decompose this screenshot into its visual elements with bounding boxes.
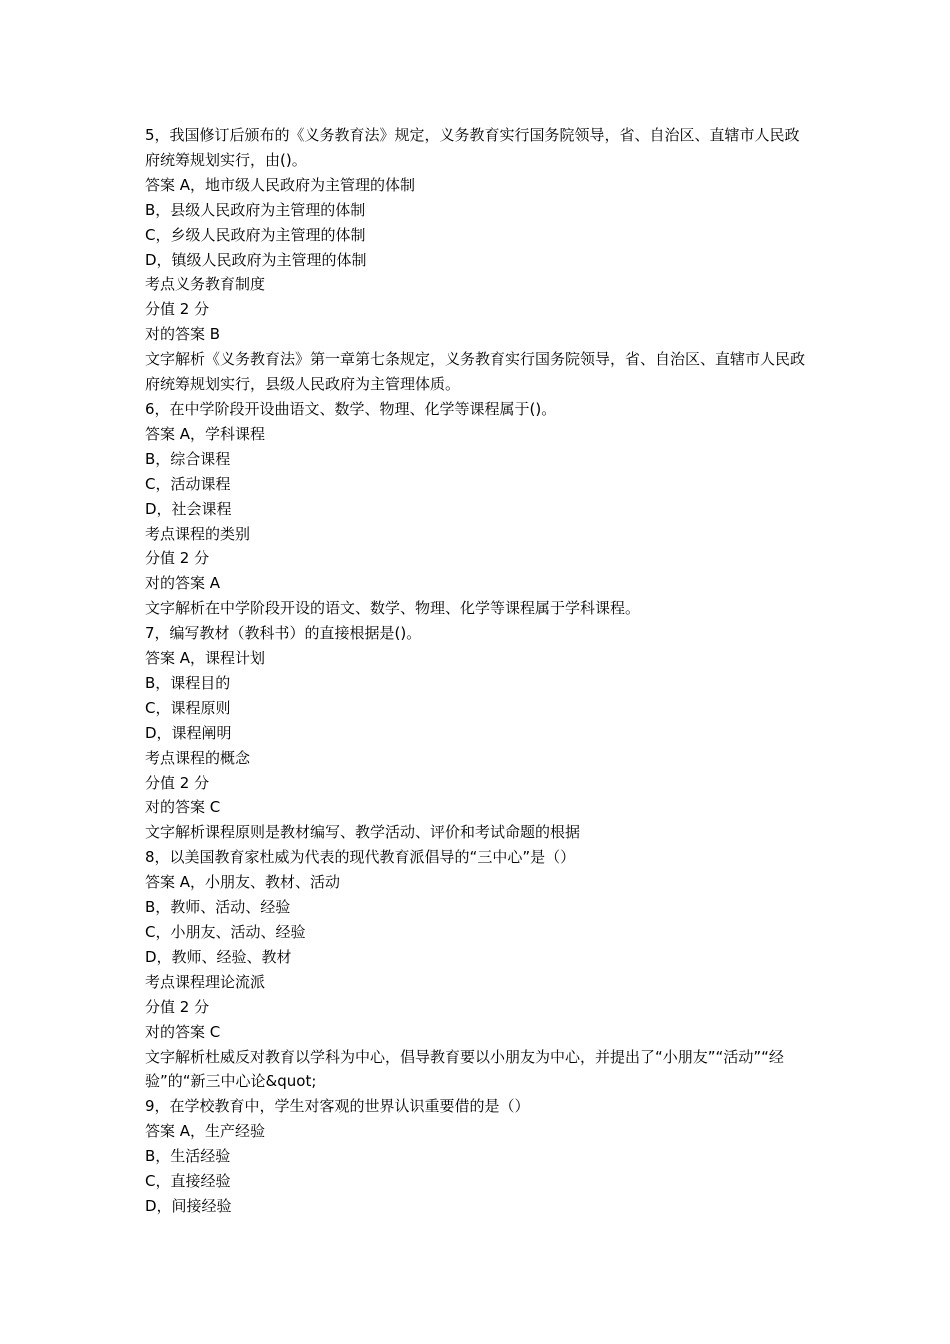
question-7 [145,621,810,845]
answer-line: 对的答案 B [145,325,221,344]
option-c: C，乡级人民政府为主管理的体制 [145,225,366,244]
score-line: 分值 2 分 [145,997,210,1016]
option-b: B，县级人民政府为主管理的体制 [145,200,366,219]
question-9 [145,1094,810,1219]
option-c: C，课程原则 [145,698,231,717]
option-c: C，活动课程 [145,474,231,493]
analysis-paragraph: 文字解析课程原则是教材编写、教学活动、评价和考试命题的根据 [145,823,581,842]
question-stem: 9，在学校教育中，学生对客观的世界认识重要借的是（） [145,1097,530,1116]
analysis-paragraph: 文字解析在中学阶段开设的语文、数学、物理、化学等课程属于学科课程。 [145,599,641,618]
option-b: B，生活经验 [145,1147,231,1166]
option-d: D，间接经验 [145,1196,232,1215]
analysis-paragraph: 文字解析《义务教育法》第一章第七条规定，义务教育实行国务院领导，省、自治区、直辖市人民政府统筹规划实行，县级人民政府为主管理体质。 [145,350,806,394]
option-a: 答案 A，小朋友、教材、活动 [145,873,341,892]
topic-line: 考点课程理论流派 [145,972,266,991]
document-page [145,123,810,1219]
answer-line: 对的答案 C [145,798,221,817]
option-c: C，直接经验 [145,1172,231,1191]
question-6 [145,397,810,621]
question-5 [145,123,810,397]
option-d: D，课程阐明 [145,723,232,742]
question-stem: 8，以美国教育家杜威为代表的现代教育派倡导的“三中心”是（） [145,848,576,867]
option-a: 答案 A，生产经验 [145,1122,266,1141]
option-a: 答案 A，地市级人民政府为主管理的体制 [145,175,416,194]
score-line: 分值 2 分 [145,300,210,319]
question-8 [145,845,810,1094]
question-stem: 6，在中学阶段开设曲语文、数学、物理、化学等课程属于()。 [145,399,557,418]
option-c: C，小朋友、活动、经验 [145,923,306,941]
option-b: B，综合课程 [145,449,231,468]
option-d: D，镇级人民政府为主管理的体制 [145,250,367,269]
analysis-paragraph: 文字解析杜威反对教育以学科为中心，倡导教育要以小朋友为中心，并提出了“小朋友”“活动”“经验”的“新三中心论&quot; [145,1047,784,1091]
option-b: B，教师、活动、经验 [145,898,291,917]
topic-line: 考点课程的类别 [145,524,251,543]
option-a: 答案 A，学科课程 [145,424,266,443]
option-b: B，课程目的 [145,673,231,692]
score-line: 分值 2 分 [145,773,210,792]
option-d: D，社会课程 [145,499,232,518]
score-line: 分值 2 分 [145,549,210,568]
topic-line: 考点课程的概念 [145,748,251,767]
question-stem: 7，编写教材（教科书）的直接根据是()。 [145,624,422,643]
option-d: D，教师、经验、教材 [145,947,292,966]
topic-line: 考点义务教育制度 [145,275,266,294]
answer-line: 对的答案 A [145,574,221,593]
answer-line: 对的答案 C [145,1022,221,1041]
option-a: 答案 A，课程计划 [145,649,266,668]
question-stem: 5，我国修订后颁布的《义务教育法》规定，义务教育实行国务院领导，省、自治区、直辖市人民政府统筹规划实行，由()。 [145,126,800,169]
